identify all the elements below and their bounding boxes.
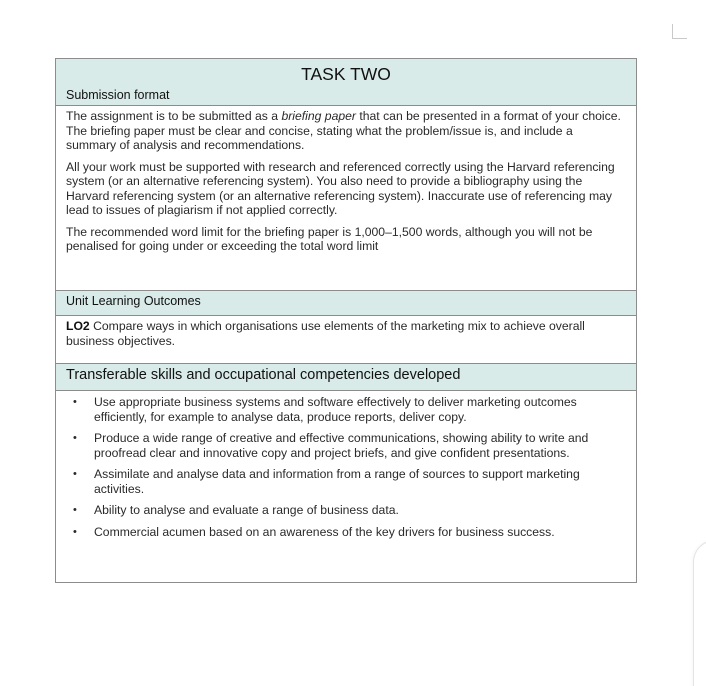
submission-paragraph-1 [66, 109, 626, 153]
page-corner-mark-icon [672, 24, 687, 39]
submission-paragraph-3: The recommended word limit for the briefing paper is 1,000–1,500 words, although you will not be penalised for going under or exceeding the total word limit [66, 224, 593, 253]
list-item [66, 431, 626, 460]
submission-format-cell [56, 106, 636, 291]
task-title: TASK TWO [301, 64, 391, 84]
skill-text: Ability to analyse and evaluate a range of business data. [94, 503, 399, 517]
learning-outcome-cell [56, 316, 636, 364]
learning-outcomes-header: Unit Learning Outcomes [56, 291, 636, 316]
title-row [56, 59, 636, 106]
skills-list [66, 395, 626, 539]
bullet-icon: • [73, 525, 77, 538]
list-item [66, 467, 626, 496]
skill-text: Use appropriate business systems and software effectively to deliver marketing outcomes efficiently, for example to analyse data, produce reports, deliver copy. [94, 395, 577, 424]
list-item [66, 525, 626, 540]
skill-text: Produce a wide range of creative and effective communications, showing ability to write and proofread clear and innovative copy and project briefs, and give confident presentations. [94, 431, 589, 460]
submission-format-label: Submission format [66, 88, 170, 102]
learning-outcome-code: LO2 [66, 319, 90, 333]
transferable-skills-cell [56, 391, 636, 582]
briefing-paper-emphasis: briefing paper [281, 109, 356, 123]
bullet-icon: • [73, 468, 77, 480]
list-item [66, 503, 626, 518]
bullet-icon: • [73, 396, 77, 408]
bullet-icon: • [73, 504, 77, 516]
list-item [66, 395, 626, 424]
skill-text: Commercial acumen based on an awareness of the key drivers for business success. [94, 524, 555, 539]
skill-text: Assimilate and analyse data and information from a range of sources to support marketing activities. [94, 467, 580, 496]
learning-outcome-text: Compare ways in which organisations use elements of the marketing mix to achieve overall business objectives. [66, 319, 585, 348]
edge-panel-handle[interactable] [693, 540, 706, 686]
transferable-skills-header: Transferable skills and occupational competencies developed [56, 364, 636, 391]
task-table [55, 58, 637, 583]
bullet-icon: • [73, 432, 77, 444]
submission-p1-end: that can be presented in a format of your choice. The briefing paper must be clear and concise, stating what the problem/issue is, and include a summary of analysis and recommendations. [66, 109, 621, 152]
submission-p1-start: The assignment is to be submitted as a [66, 109, 282, 123]
submission-paragraph-2: All your work must be supported with research and referenced correctly using the Harvard referencing system (or an alternative referencing system). You also need to provide a bibliography using the Harvard referencing system (or an alternative referencing system). Inaccurate use of referencing may lead to issues of plagiarism if not applied correctly. [66, 159, 615, 217]
